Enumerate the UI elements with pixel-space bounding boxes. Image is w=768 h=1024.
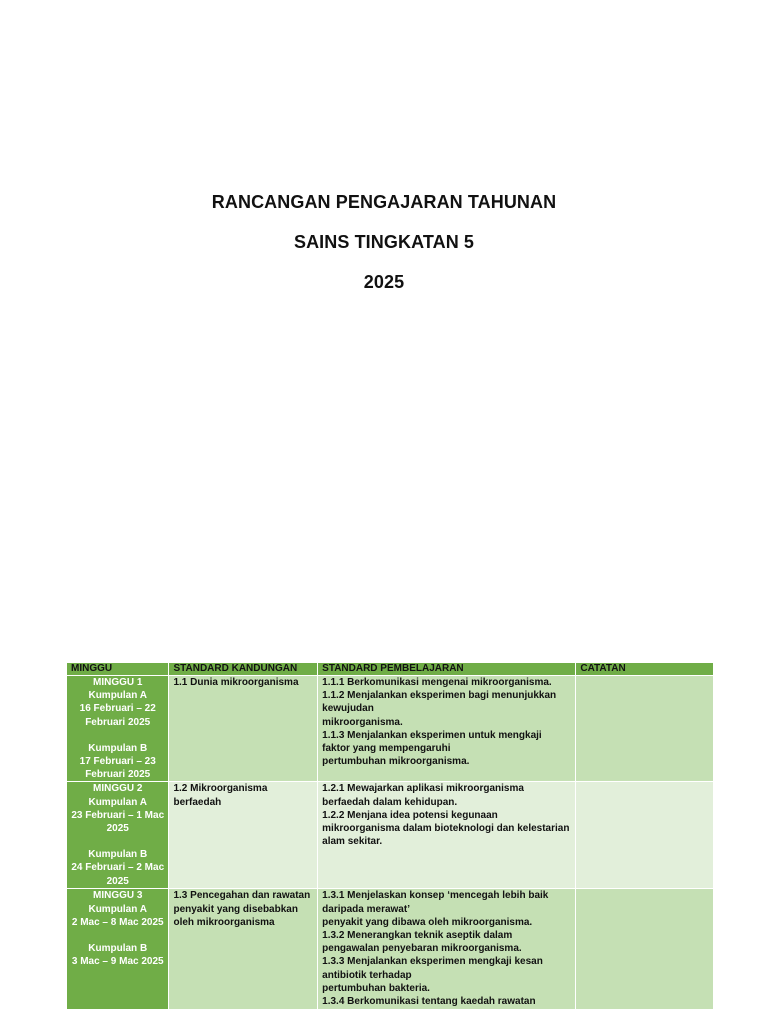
document-year: 2025 bbox=[363, 272, 405, 292]
table-row bbox=[67, 889, 714, 1010]
group-b-label: Kumpulan B bbox=[88, 742, 148, 754]
week-cell bbox=[67, 782, 169, 889]
learning-standard-line: 1.2.2 Menjana idea potensi kegunaan mikroorganisma dalam bioteknologi dan kelestarian alam sekitar. bbox=[322, 809, 570, 848]
group-b-label: Kumpulan B bbox=[88, 943, 148, 955]
learning-standard-line: 1.2.1 Mewajarkan aplikasi mikroorganisma berfaedah dalam kehidupan. bbox=[322, 783, 524, 808]
table-header-row bbox=[67, 663, 714, 676]
header-content-standard: STANDARD KANDUNGAN bbox=[169, 663, 318, 676]
group-b-dates: 3 Mac – 9 Mac 2025 bbox=[71, 956, 164, 968]
group-a-label: Kumpulan A bbox=[88, 690, 147, 702]
week-label: MINGGU 1 bbox=[93, 677, 143, 688]
spacer bbox=[71, 729, 164, 742]
table-row bbox=[67, 782, 714, 889]
teaching-plan-table bbox=[66, 662, 714, 1010]
week-label: MINGGU 3 bbox=[93, 890, 143, 902]
learning-standard-line: pertumbuhan mikroorganisma. bbox=[322, 756, 470, 768]
notes-cell bbox=[576, 676, 714, 782]
learning-standard-line: 1.1.2 Menjalankan eksperimen bagi menunjukkan kewujudan bbox=[322, 690, 557, 715]
group-b-dates: 24 Februari – 2 Mac 2025 bbox=[71, 862, 165, 887]
learning-standard-line: 1.1.1 Berkomunikasi mengenai mikroorganisma. bbox=[322, 677, 552, 688]
learning-standard-line: 1.1.3 Menjalankan eksperimen untuk mengkaji faktor yang mempengaruhi bbox=[322, 729, 542, 755]
learning-standard-line: 1.3.1 Menjelaskan konsep ‘mencegah lebih baik daripada merawat’ bbox=[322, 890, 549, 915]
header-week: MINGGU bbox=[67, 663, 169, 676]
learning-standard-line: pertumbuhan bakteria. bbox=[322, 982, 430, 994]
week-label: MINGGU 2 bbox=[93, 783, 143, 795]
week-cell bbox=[67, 676, 169, 782]
group-a-dates: 16 Februari – 22 Februari 2025 bbox=[79, 703, 156, 728]
learning-standard-cell bbox=[318, 889, 576, 1010]
header-learning-standard: STANDARD PEMBELAJARAN bbox=[318, 663, 576, 676]
notes-cell bbox=[576, 889, 714, 1010]
week-cell bbox=[67, 889, 169, 1010]
learning-standard-line: penyakit yang dibawa oleh mikroorganisma. bbox=[322, 916, 533, 928]
group-a-dates: 23 Februari – 1 Mac 2025 bbox=[71, 809, 165, 835]
header-notes: CATATAN bbox=[576, 663, 714, 676]
learning-standard-line: mikroorganisma. bbox=[322, 716, 403, 728]
content-standard-cell: 1.1 Dunia mikroorganisma bbox=[169, 676, 318, 782]
group-a-label: Kumpulan A bbox=[88, 796, 147, 808]
learning-standard-line: 1.3.4 Berkomunikasi tentang kaedah rawatan bbox=[322, 996, 536, 1008]
learning-standard-cell bbox=[318, 676, 576, 782]
content-standard-cell: 1.3 Pencegahan dan rawatan penyakit yang disebabkan oleh mikroorganisma bbox=[169, 889, 318, 1010]
spacer bbox=[71, 835, 164, 848]
group-b-dates: 17 Februari – 23 Februari 2025 bbox=[79, 756, 156, 781]
group-a-dates: 2 Mac – 8 Mac 2025 bbox=[71, 916, 164, 928]
learning-standard-line: 1.3.2 Menerangkan teknik aseptik dalam pengawalan penyebaran mikroorganisma. bbox=[322, 930, 522, 955]
document-title: RANCANGAN PENGAJARAN TAHUNAN bbox=[211, 192, 557, 212]
group-a-label: Kumpulan A bbox=[88, 903, 147, 915]
document-subtitle: SAINS TINGKATAN 5 bbox=[293, 232, 475, 252]
group-b-label: Kumpulan B bbox=[88, 849, 148, 861]
notes-cell bbox=[576, 782, 714, 889]
table-row bbox=[67, 676, 714, 782]
content-standard-cell: 1.2 Mikroorganisma berfaedah bbox=[169, 782, 318, 889]
spacer bbox=[71, 929, 164, 942]
learning-standard-line: 1.3.3 Menjalankan eksperimen mengkaji kesan antibiotik terhadap bbox=[322, 956, 543, 981]
learning-standard-cell bbox=[318, 782, 576, 889]
